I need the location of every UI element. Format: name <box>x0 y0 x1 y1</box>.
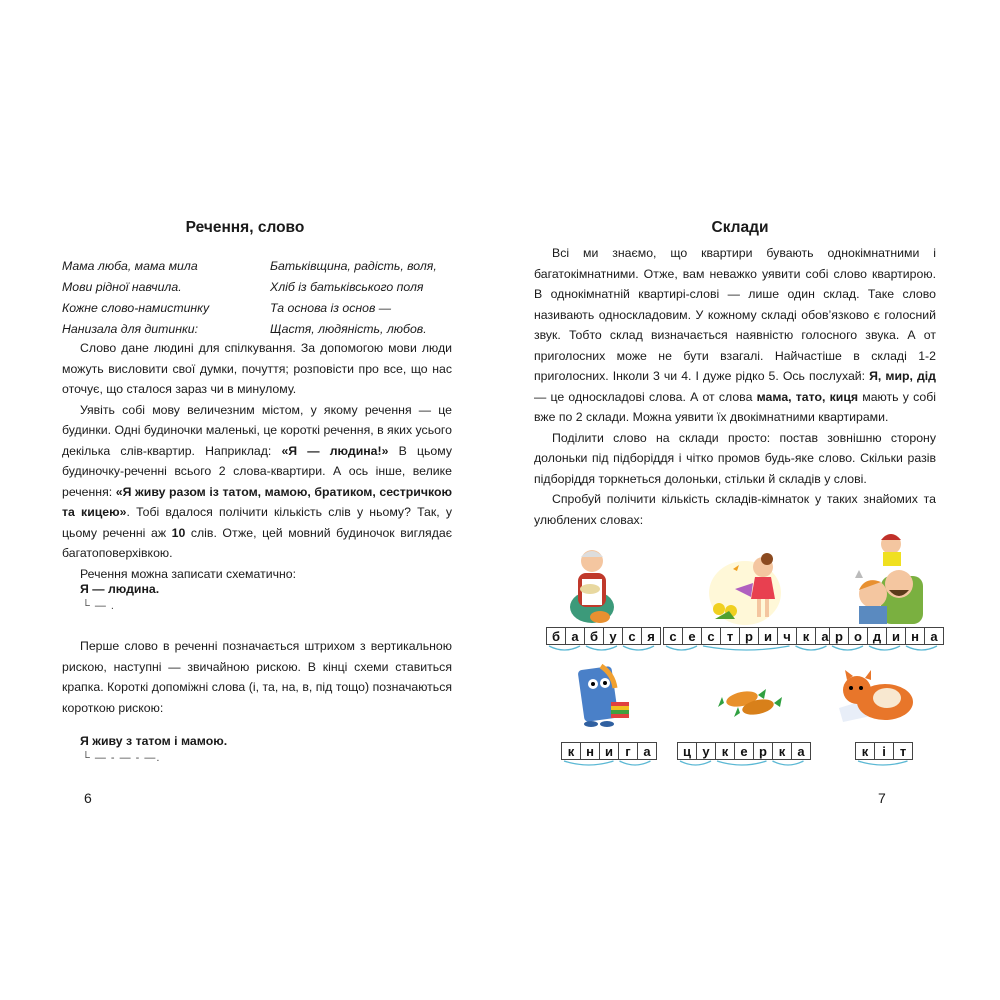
letter-box: д <box>868 627 887 645</box>
letter-box: к <box>797 627 816 645</box>
page-number: 6 <box>84 790 92 806</box>
syllable-arc <box>773 761 804 765</box>
letter-boxes <box>677 742 811 760</box>
syllable-arc <box>666 646 697 650</box>
letter-box: к <box>716 742 735 760</box>
sentence-scheme-2: └ — - — - —. <box>82 752 161 764</box>
syllable-arc <box>623 646 654 650</box>
paragraph <box>62 400 452 564</box>
paragraph: Речення можна записати схематично: <box>80 566 297 581</box>
text-span: слів. Отже, цей мовний будиночок виглядає багатоповерхівкою. <box>62 525 452 560</box>
letter-box: е <box>683 627 702 645</box>
letter-box: г <box>619 742 638 760</box>
syllable-arc <box>549 646 580 650</box>
family-icon <box>845 530 925 625</box>
bold-text: 10 <box>171 525 186 540</box>
example-sentence-2: Я живу з татом і мамою. <box>80 734 228 748</box>
letter-box: у <box>697 742 716 760</box>
letter-box: б <box>546 627 566 645</box>
letter-box: к <box>855 742 875 760</box>
poem-line: Кожне слово-намистинку <box>62 301 210 315</box>
sentence-scheme-1: └ — . <box>82 600 115 612</box>
letter-box: р <box>829 627 849 645</box>
left-body-text-2 <box>62 636 452 718</box>
girl-watering-flowers-icon <box>705 553 800 625</box>
letter-box: а <box>792 742 811 760</box>
letter-box: и <box>887 627 906 645</box>
letter-box: н <box>581 742 600 760</box>
letter-box: б <box>585 627 604 645</box>
text-span: мають у собі вже по 2 склади. Можна уявити їх двокімнатними квартирами. <box>534 389 936 424</box>
letter-box: а <box>566 627 585 645</box>
poem-column-1 <box>62 256 209 340</box>
syllable-arcs <box>855 759 915 769</box>
example-sentence-1: Я — людина. <box>80 582 160 596</box>
letter-box: я <box>642 627 661 645</box>
bold-text: мама, тато, киця <box>756 389 859 404</box>
right-page-title: Склади <box>711 219 769 236</box>
syllable-arcs <box>829 644 944 654</box>
syllable-arcs <box>546 644 661 654</box>
letter-box: с <box>663 627 683 645</box>
paragraph: Слово дане людині для спілкування. За допомогою мови люди можуть висловити свої думки, почуття; розповісти про все, що нас оточує, що сталося зараз чи в минулому. <box>62 341 452 396</box>
letter-boxes <box>855 742 913 760</box>
letter-box: с <box>702 627 721 645</box>
candies-icon <box>718 685 788 720</box>
letter-box: і <box>875 742 894 760</box>
left-page-title: Речення, слово <box>185 219 305 236</box>
grandma-icon <box>562 545 622 625</box>
syllable-arc <box>906 646 937 650</box>
letter-box: и <box>600 742 619 760</box>
poem-line: Мови рідної навчила. <box>62 280 182 294</box>
letter-box: у <box>604 627 623 645</box>
syllable-arc <box>680 761 711 765</box>
letter-boxes <box>829 627 944 645</box>
poem-line: Хліб із батьківського поля <box>270 280 424 294</box>
letter-boxes <box>561 742 657 760</box>
letter-box: а <box>925 627 944 645</box>
paragraph <box>534 243 936 428</box>
letter-boxes <box>663 627 835 645</box>
letter-box: с <box>623 627 642 645</box>
syllable-arc <box>703 646 790 650</box>
bold-text: Я, мир, дід <box>869 369 936 383</box>
syllable-arc <box>717 761 767 765</box>
right-body-text <box>534 243 936 530</box>
syllable-arc <box>858 761 908 765</box>
text-span: Уявіть собі мову величезним містом, у якому речення — це будинки. Одні будиночки маленькі, це короткі речення, в яких усього декілька слів-квартир. Наприклад: <box>62 402 452 458</box>
text-span: В цьому будиночку-реченні всього 2 слова-квартири. А ось інше, велике речення: <box>62 443 452 499</box>
book-character-icon <box>573 662 633 732</box>
syllable-arcs <box>561 759 658 769</box>
letter-box: н <box>906 627 925 645</box>
poem-column-2 <box>270 256 437 340</box>
text-span: Всі ми знаємо, що квартири бувають однокімнатними і багатокімнатними. Отже, вам неважко уявити собі слово квартирою. В однокімнатній квартирі-слові — лише один склад. Таке слово називають односкладовим. У кожному складі обов’язково є голосний звук. Тобто склад визначається наявністю голосного звука. А от приголосних може не бути взагалі. Найчастіше в складі 1-2 приголосних. Інколи 3 чи 4. І дуже рідко 5. Ось послухай: <box>534 246 936 383</box>
letter-box: а <box>816 627 835 645</box>
letter-box: ц <box>677 742 697 760</box>
letter-box: р <box>754 742 773 760</box>
syllable-arcs <box>677 759 811 769</box>
letter-box: р <box>740 627 759 645</box>
syllable-arc <box>869 646 900 650</box>
syllable-arc <box>586 646 617 650</box>
paragraph: Поділити слово на склади просто: постав зовнішню сторону долоньки під підборіддя і чітко промов будь-яке слово. Скільки разів підборіддя торкнеться долоньки, стільки й складів у слові. <box>534 430 936 486</box>
letter-box: к <box>773 742 792 760</box>
cat-icon <box>835 668 925 728</box>
syllable-arc <box>796 646 827 650</box>
text-span: . Тобі вдалося полічити кількість слів у ньому? Так, у цьому реченні аж <box>62 505 453 540</box>
letter-box: ч <box>778 627 797 645</box>
right-page <box>500 0 1000 1000</box>
syllable-arc <box>564 761 614 765</box>
letter-boxes <box>546 627 661 645</box>
letter-box: и <box>759 627 778 645</box>
syllable-arc <box>620 761 651 765</box>
letter-box: к <box>561 742 581 760</box>
bold-text: «Я — людина!» <box>281 443 389 458</box>
left-body-text-1 <box>62 338 452 584</box>
letter-box: е <box>735 742 754 760</box>
letter-box: т <box>721 627 740 645</box>
text-span: — це односкладові слова. А от слова <box>534 389 757 404</box>
syllable-arc <box>832 646 863 650</box>
poem-line: Батьківщина, радість, воля, <box>270 259 437 273</box>
poem-line: Мама люба, мама мила <box>62 259 198 273</box>
paragraph: Спробуй полічити кількість складів-кімнаток у таких знайомих та улюблених словах: <box>534 492 936 527</box>
poem-line: Щастя, людяність, любов. <box>270 322 427 336</box>
poem-line: Нанизала для дитинки: <box>62 322 199 336</box>
syllable-arcs <box>663 644 834 654</box>
letter-box: а <box>638 742 657 760</box>
paragraph: Перше слово в реченні позначається штрихом з вертикальною рискою, наступні — звичайною рискою. В кінці схеми ставиться крапка. Короткі допоміжні слова (і, та, на, в, під тощо) позначаються короткою рискою: <box>62 639 452 715</box>
bold-text: «Я живу разом із татом, мамою, братиком, сестричкою та кицею» <box>62 484 452 519</box>
letter-box: т <box>894 742 913 760</box>
poem-line: Та основа із основ — <box>270 301 392 315</box>
page-number: 7 <box>878 790 886 806</box>
letter-box: о <box>849 627 868 645</box>
